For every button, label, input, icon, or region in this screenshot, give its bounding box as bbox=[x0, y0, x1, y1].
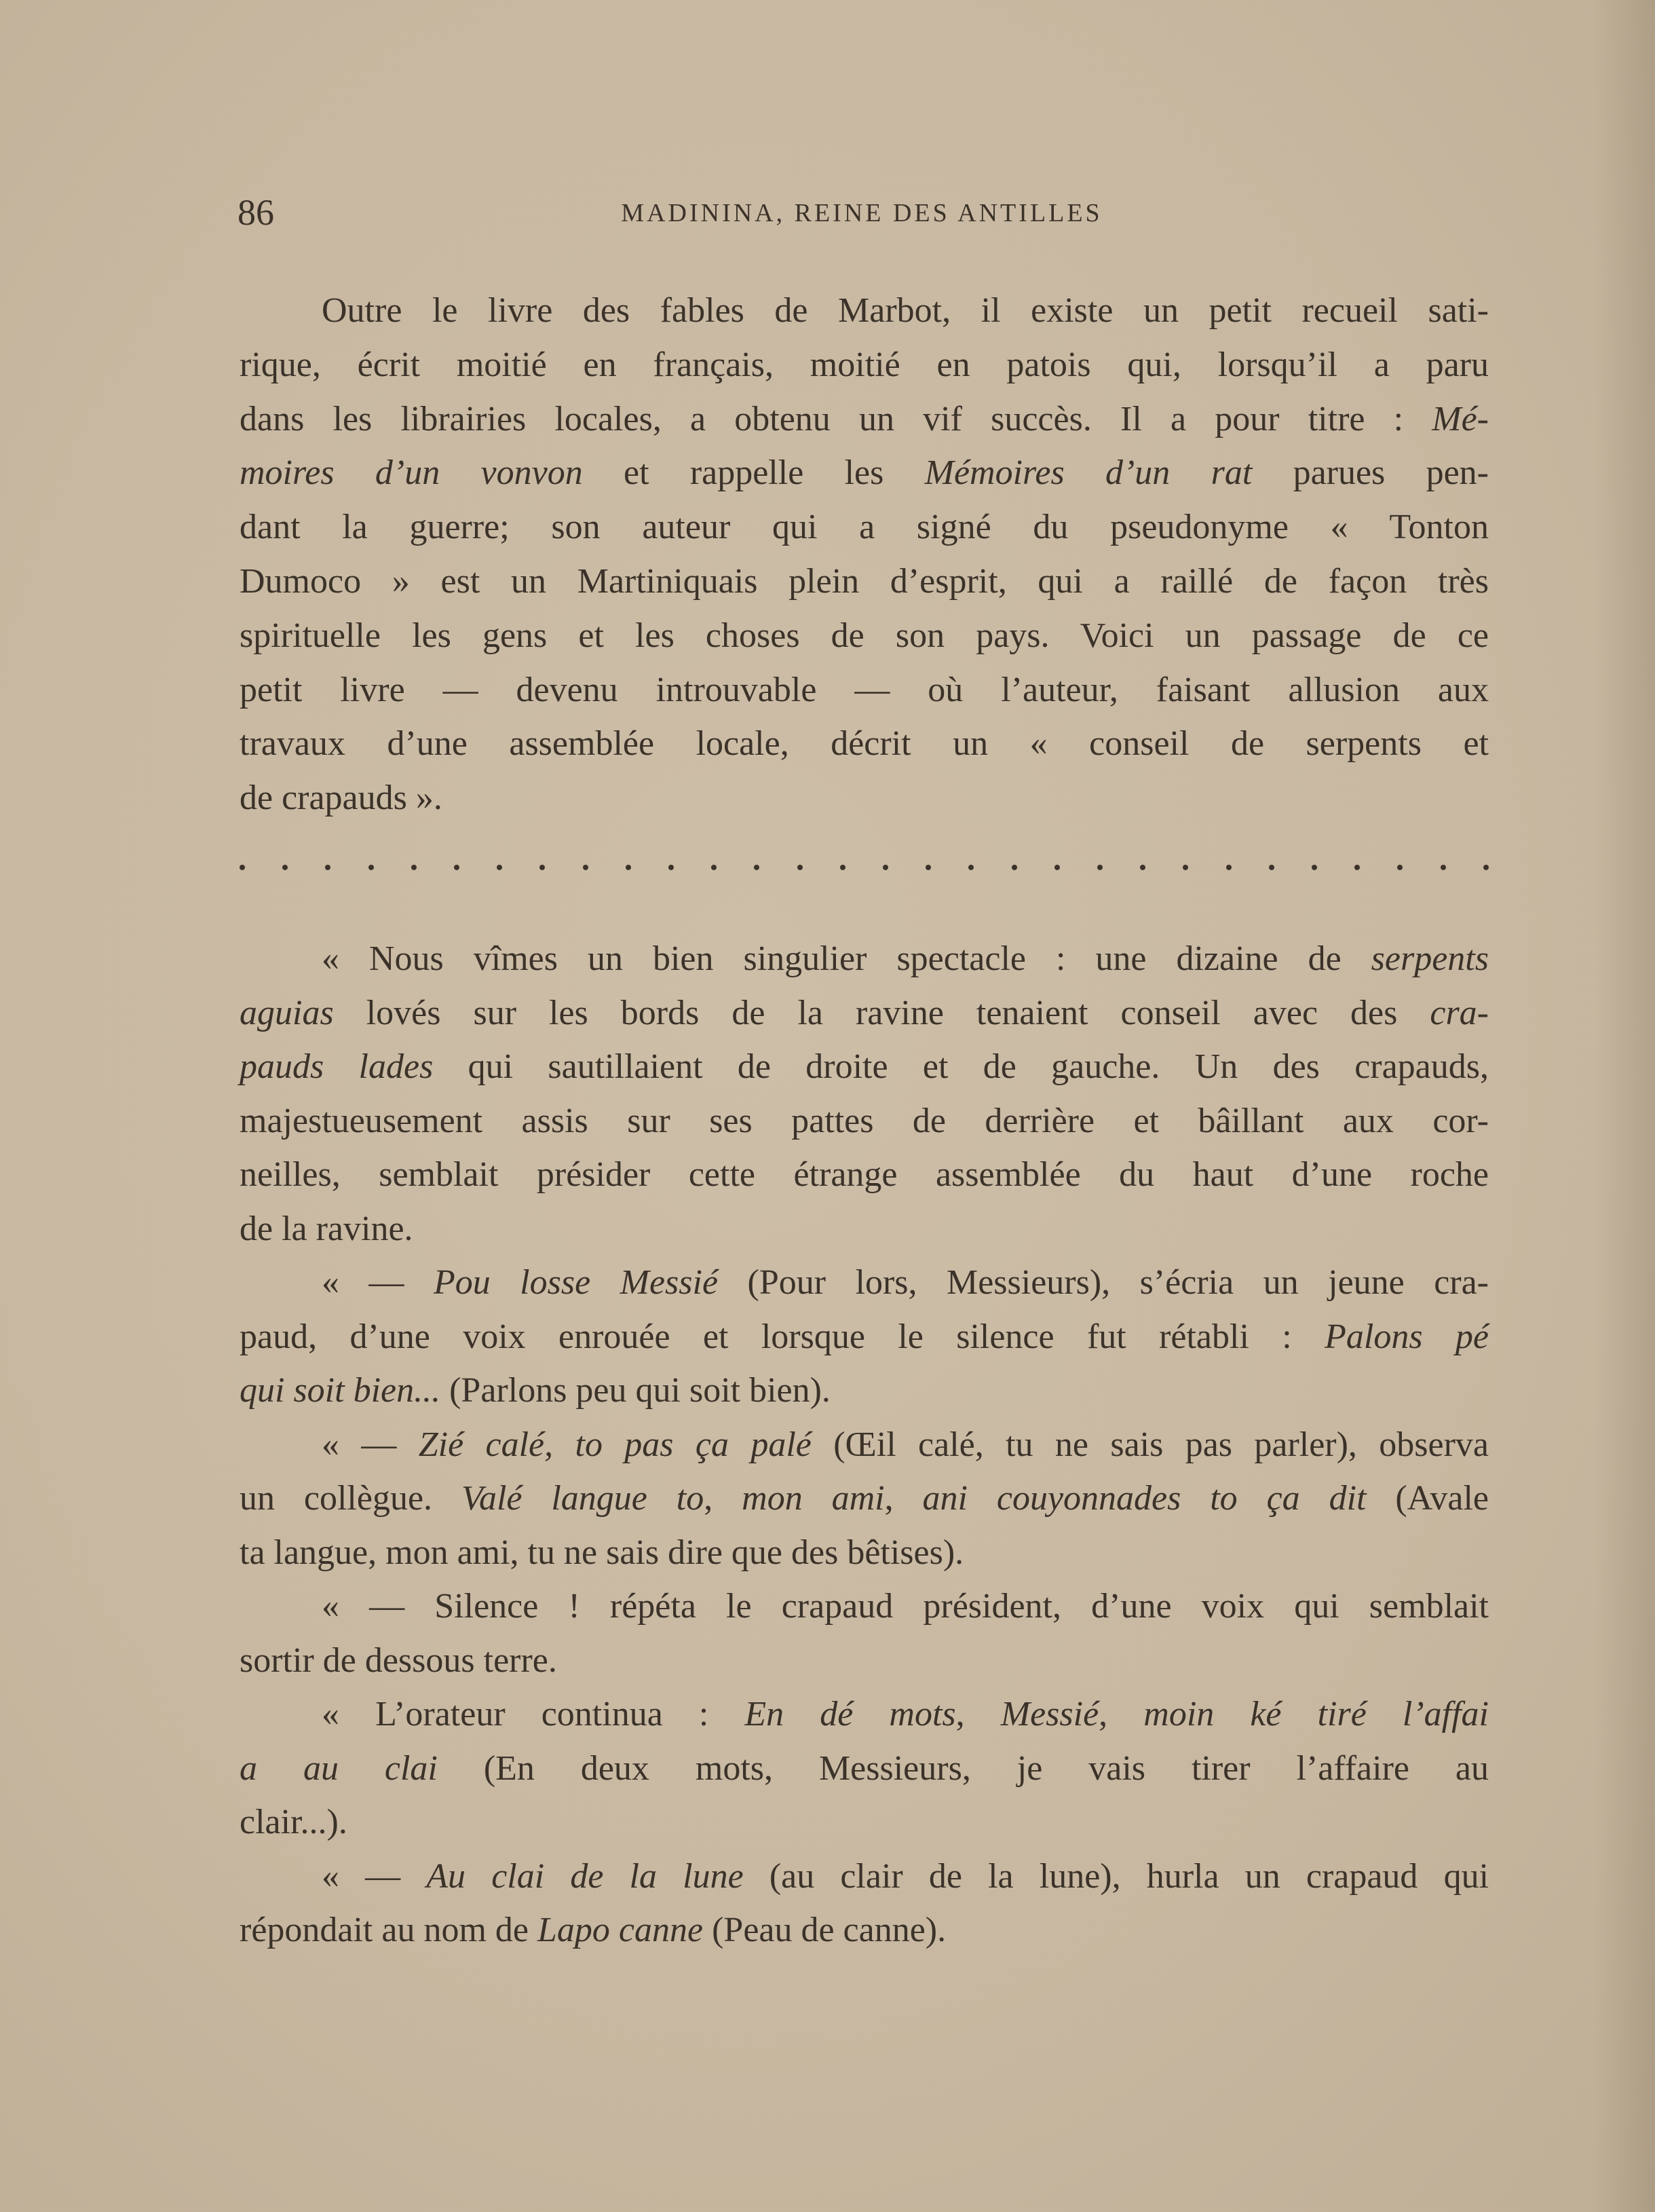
separator-dot bbox=[240, 865, 245, 870]
separator-dot bbox=[926, 865, 931, 870]
separator-dot bbox=[1354, 865, 1360, 870]
dotted-separator bbox=[240, 854, 1489, 881]
text-line bbox=[322, 284, 1489, 338]
text-run: , bbox=[955, 1695, 1001, 1733]
italic-text: ani couyonnades to ça dit bbox=[922, 1479, 1367, 1518]
text-run: « — bbox=[322, 1856, 427, 1896]
text-run: spirituelle les gens et les choses de son pays. Voici un passage de ce bbox=[240, 616, 1489, 655]
page-edge-shadow bbox=[1594, 0, 1655, 2212]
text-run: travaux d’une assemblée locale, décrit un « conseil de serpents et bbox=[240, 724, 1489, 764]
italic-text: Zié calé, to pas ça palé bbox=[418, 1425, 812, 1464]
text-line bbox=[240, 1471, 1489, 1526]
separator-dot bbox=[1483, 865, 1489, 870]
text-run: dant la guerre; son auteur qui a signé du pseudonyme « Tonton bbox=[240, 508, 1489, 547]
separator-dot bbox=[325, 865, 330, 870]
italic-text: En dé mots bbox=[744, 1695, 956, 1733]
text-run: « Nous vîmes un bien singulier spectacle : une dizaine de bbox=[322, 939, 1371, 978]
text-line bbox=[240, 1094, 1489, 1148]
text-run: « L’orateur continua : bbox=[322, 1695, 745, 1733]
separator-dot bbox=[1012, 865, 1017, 870]
page-number: 86 bbox=[237, 192, 274, 233]
text-run: (Parlons peu qui soit bien). bbox=[440, 1371, 831, 1410]
separator-dot bbox=[1183, 865, 1188, 870]
text-line bbox=[322, 1579, 1489, 1634]
text-run: clair...). bbox=[240, 1803, 347, 1841]
text-run: , bbox=[1099, 1695, 1144, 1733]
text-run: (Peau de canne). bbox=[703, 1911, 947, 1949]
text-line bbox=[240, 1202, 1489, 1256]
text-run: « — bbox=[322, 1263, 434, 1302]
text-line bbox=[240, 1148, 1489, 1202]
text-run: (Pour lors, Messieurs), s’écria un jeune cra- bbox=[718, 1263, 1489, 1302]
text-line bbox=[240, 717, 1489, 771]
text-line bbox=[322, 1256, 1489, 1310]
text-line bbox=[240, 986, 1489, 1041]
text-line bbox=[240, 609, 1489, 663]
italic-text: Palons pé bbox=[1325, 1317, 1489, 1356]
italic-text: Mé- bbox=[1432, 399, 1489, 438]
text-run: « — Silence ! répéta le crapaud président, d’une voix qui semblait bbox=[322, 1587, 1489, 1626]
text-line bbox=[240, 392, 1489, 447]
text-line bbox=[240, 338, 1489, 392]
text-run: , bbox=[704, 1479, 742, 1518]
text-run: qui sautillaient de droite et de gauche. Un des crapauds, bbox=[433, 1047, 1489, 1086]
italic-text: aguias bbox=[240, 993, 334, 1032]
text-run: ta langue, mon ami, tu ne sais dire que des bêtises). bbox=[240, 1533, 964, 1572]
text-run: de crapauds ». bbox=[240, 779, 442, 818]
italic-text: Au clai de la lune bbox=[426, 1856, 744, 1896]
text-run: , bbox=[884, 1479, 923, 1518]
text-run: parues pen- bbox=[1252, 453, 1489, 493]
separator-dot bbox=[840, 865, 845, 870]
text-run: rique, écrit moitié en français, moitié en patois qui, lorsqu’il a paru bbox=[240, 345, 1489, 384]
text-run: paud, d’une voix enrouée et lorsque le silence fut rétabli : bbox=[240, 1317, 1325, 1356]
text-run: lovés sur les bords de la ravine tenaient conseil avec des bbox=[333, 993, 1430, 1032]
separator-dot bbox=[1441, 865, 1446, 870]
separator-dot bbox=[754, 865, 759, 870]
separator-dot bbox=[668, 865, 674, 870]
italic-text: moires d’un vonvon bbox=[240, 453, 583, 493]
separator-dot bbox=[968, 865, 974, 870]
italic-text: Pou losse Messié bbox=[433, 1263, 719, 1302]
separator-dot bbox=[1269, 865, 1274, 870]
text-run: de la ravine. bbox=[240, 1209, 413, 1248]
italic-text: moin ké tiré l’affai bbox=[1143, 1695, 1489, 1733]
italic-text: cra- bbox=[1430, 993, 1489, 1032]
separator-dot bbox=[1054, 865, 1060, 870]
text-run: et rappelle les bbox=[582, 453, 925, 493]
text-line bbox=[240, 1634, 1489, 1688]
separator-dot bbox=[497, 865, 502, 870]
text-line bbox=[240, 1310, 1489, 1364]
italic-text: Valé langue to bbox=[461, 1479, 704, 1518]
separator-dot bbox=[1097, 865, 1103, 870]
separator-dot bbox=[797, 865, 803, 870]
italic-text: Mémoires d’un rat bbox=[924, 453, 1253, 493]
separator-dot bbox=[1226, 865, 1232, 870]
italic-text: Messié bbox=[1000, 1695, 1099, 1733]
text-run: majestueusement assis sur ses pattes de derrière et bâillant aux cor- bbox=[240, 1101, 1489, 1140]
text-line bbox=[240, 555, 1489, 609]
text-line bbox=[322, 1418, 1489, 1472]
italic-text: mon ami bbox=[742, 1479, 885, 1518]
separator-dot bbox=[368, 865, 374, 870]
text-line bbox=[240, 1903, 1489, 1957]
text-line bbox=[240, 1526, 1489, 1580]
separator-dot bbox=[1397, 865, 1403, 870]
text-run: un collègue. bbox=[240, 1479, 461, 1518]
running-head: MADININA, REINE DES ANTILLES bbox=[621, 199, 1103, 227]
italic-text: pauds lades bbox=[240, 1047, 434, 1086]
text-line bbox=[240, 500, 1489, 555]
italic-text: Lapo canne bbox=[537, 1911, 704, 1949]
text-run: (En deux mots, Messieurs, je vais tirer l’affaire au bbox=[437, 1748, 1489, 1788]
separator-dot bbox=[1140, 865, 1145, 870]
separator-dot bbox=[539, 865, 545, 870]
text-run: dans les librairies locales, a obtenu un vif succès. Il a pour titre : bbox=[240, 399, 1432, 438]
text-run: (Avale bbox=[1366, 1479, 1489, 1518]
text-line bbox=[240, 1040, 1489, 1094]
italic-text: a au clai bbox=[240, 1748, 438, 1788]
text-run: (Œil calé, tu ne sais pas parler), observa bbox=[811, 1425, 1489, 1464]
separator-dot bbox=[454, 865, 459, 870]
text-line bbox=[322, 1687, 1489, 1742]
text-line bbox=[322, 932, 1489, 986]
separator-dot bbox=[1312, 865, 1317, 870]
text-line bbox=[240, 663, 1489, 717]
text-run: répondait au nom de bbox=[240, 1911, 537, 1949]
text-run: (au clair de la lune), hurla un crapaud qui bbox=[743, 1856, 1489, 1896]
italic-text: qui soit bien... bbox=[240, 1371, 441, 1410]
text-run: neilles, semblait présider cette étrange assemblée du haut d’une roche bbox=[240, 1155, 1489, 1194]
separator-dot bbox=[626, 865, 631, 870]
separator-dot bbox=[583, 865, 588, 870]
italic-text: serpents bbox=[1371, 939, 1489, 978]
text-run: « — bbox=[322, 1425, 419, 1464]
text-run: Dumoco » est un Martiniquais plein d’esprit, qui a raillé de façon très bbox=[240, 562, 1489, 601]
separator-dot bbox=[711, 865, 717, 870]
separator-dot bbox=[282, 865, 288, 870]
text-line bbox=[322, 1850, 1489, 1904]
text-line bbox=[240, 1742, 1489, 1796]
separator-dot bbox=[411, 865, 417, 870]
text-line bbox=[240, 446, 1489, 500]
text-run: sortir de dessous terre. bbox=[240, 1641, 557, 1680]
text-line bbox=[240, 771, 1489, 825]
text-line bbox=[240, 1364, 1489, 1418]
text-run: Outre le livre des fables de Marbot, il existe un petit recueil sati- bbox=[322, 291, 1489, 330]
text-run: petit livre — devenu introuvable — où l’auteur, faisant allusion aux bbox=[240, 670, 1489, 709]
separator-dot bbox=[883, 865, 888, 870]
text-line bbox=[240, 1795, 1489, 1850]
